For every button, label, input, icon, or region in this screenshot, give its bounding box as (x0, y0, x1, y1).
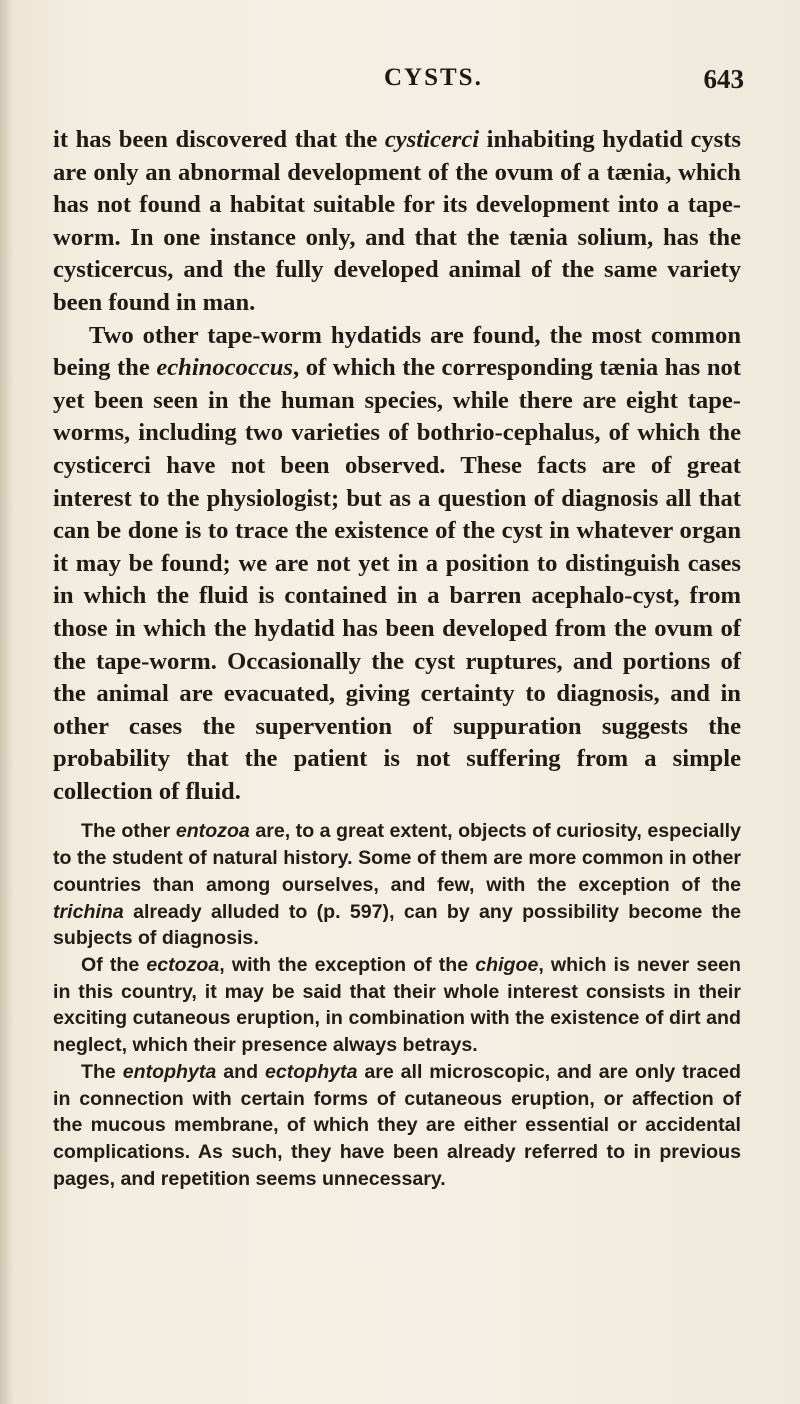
italic-term: entophyta (122, 1060, 217, 1083)
main-text-block (53, 124, 741, 808)
italic-term: ectophyta (264, 1060, 358, 1083)
text-run: are, to a great extent, objects of curiosity, especially to the student of natural history. Some of them are more common in other countries than among ourselves, and few, with the exception of the (53, 820, 741, 896)
text-run: , with the exception of the (219, 953, 476, 976)
italic-term: chigoe (475, 953, 539, 976)
italic-term: trichina (53, 900, 124, 923)
page-header (0, 64, 800, 100)
paragraph (53, 1059, 741, 1193)
page-number: 643 (703, 64, 744, 94)
body-text (53, 124, 741, 1192)
italic-term: ectozoa (146, 953, 220, 976)
text-run: , which is never seen in this country, it may be said that their whole interest consists in their exciting cutaneous eruption, in combination with the existence of dirt and neglect, which their presence always betrays. (53, 953, 741, 1057)
paragraph (53, 952, 741, 1059)
text-run: , of which the corresponding tænia has not yet been seen in the human species, while there are eight tape-worms, including two varieties of bothrio-cephalus, of which the cysticerci have not been observed. These facts are of great interest to the physiologist; but as a question of diagnosis all that can be done is to trace the existence of the cyst in whatever organ it may be found; we are not yet in a position to distinguish cases in which the fluid is contained in a barren acephalo-cyst, from those in which the hydatid has been developed from the ovum of the tape-worm. Occasionally the cyst ruptures, and portions of the animal are evacuated, giving certainty to diagnosis, and in other cases the supervention of suppuration suggests the probability that the patient is not suffering from a simple collection of fluid. (53, 354, 741, 805)
text-run: inhabiting hydatid cysts are only an abnormal development of the ovum of a tænia, which has not found a habitat suitable for its development into a tape-worm. In one instance only, and that the tænia solium, has the cysticercus, and the fully developed animal of the same variety been found in man. (53, 126, 741, 316)
text-run: The other (81, 820, 176, 843)
paragraph (53, 320, 741, 809)
small-print-block (53, 818, 741, 1192)
italic-term: echinococcus (156, 354, 293, 382)
gutter-shadow (0, 0, 14, 1404)
italic-term: entozoa (175, 820, 250, 843)
text-run: Two other tape-worm hydatids are found, the most common being the (53, 321, 741, 382)
text-run: Of the (81, 953, 147, 976)
text-run: and (216, 1060, 265, 1083)
paragraph (53, 124, 741, 320)
italic-term: cysticerci (384, 126, 480, 153)
text-run: are all microscopic, and are only traced in connection with certain forms of cutaneous eruption, or affection of the mucous membrane, of which they are either essential or accidental complications. As such, they have been already referred to in previous pages, and repetition seems unnecessary. (53, 1060, 742, 1190)
text-run: already alluded to (p. 597), can by any possibility become the subjects of diagnosis. (53, 900, 741, 950)
text-run: The (81, 1060, 123, 1083)
text-run: it has been discovered that the (53, 126, 385, 153)
paragraph (53, 818, 741, 952)
running-head: CYSTS. (384, 64, 483, 91)
